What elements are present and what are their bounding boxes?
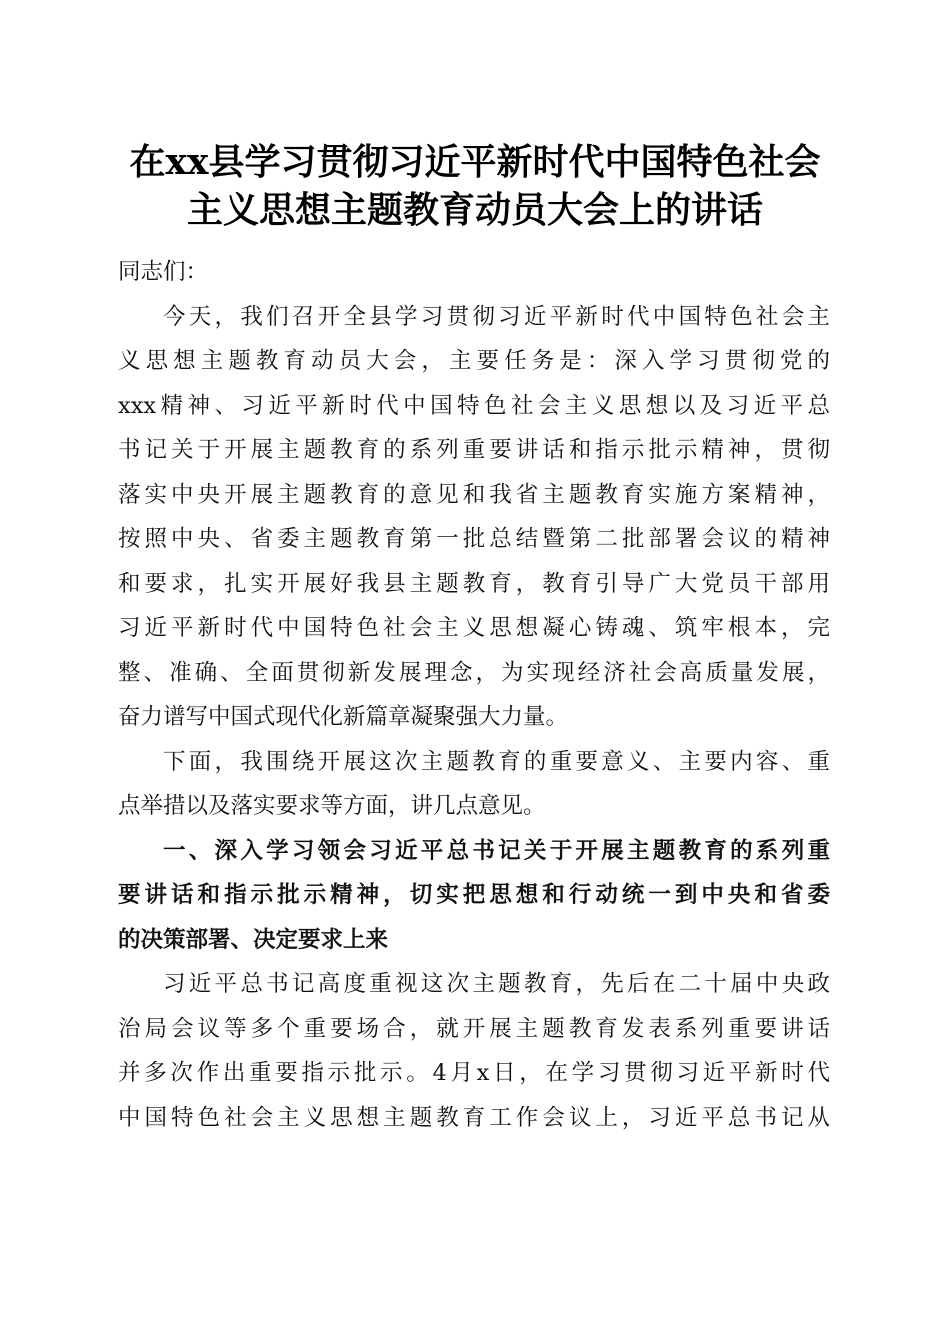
section-heading-1 xyxy=(118,829,830,963)
paragraph-line: 习近平新时代中国特色社会主义思想凝心铸魂、筑牢根本，完 xyxy=(118,615,830,641)
paragraph-3 xyxy=(118,962,830,1140)
title-line-1: 在xx县学习贯彻习近平新时代中国特色社会 xyxy=(129,141,821,183)
heading-line: 的决策部署、决定要求上来 xyxy=(118,926,389,953)
paragraph-line: 治局会议等多个重要场合，就开展主题教育发表系列重要讲话 xyxy=(118,1015,830,1042)
paragraph-line: xxx精神、习近平新时代中国特色社会主义思想以及习近平总 xyxy=(118,392,830,419)
heading-line: 要讲话和指示批示精神，切实把思想和行动统一到中央和省委 xyxy=(118,882,830,908)
paragraph-line: 和要求，扎实开展好我县主题教育，教育引导广大党员干部用 xyxy=(118,570,830,597)
document-title xyxy=(100,138,850,234)
paragraph-line: 习近平总书记高度重视这次主题教育，先后在二十届中央政 xyxy=(163,971,830,997)
salutation: 同志们： xyxy=(118,259,209,285)
paragraph-line: 书记关于开展主题教育的系列重要讲话和指示批示精神，贯彻 xyxy=(118,437,830,463)
paragraph-line: 按照中央、省委主题教育第一批总结暨第二批部署会议的精神 xyxy=(118,526,830,552)
paragraph-line: 义思想主题教育动员大会，主要任务是：深入学习贯彻党的 xyxy=(118,348,830,374)
paragraph-line: 奋力谱写中国式现代化新篇章凝聚强大力量。 xyxy=(118,704,569,730)
speech-body xyxy=(118,250,830,1140)
paragraph-2 xyxy=(118,740,830,829)
paragraph-line: 中国特色社会主义思想主题教育工作会议上，习近平总书记从 xyxy=(118,1104,830,1131)
paragraph-line: 整、准确、全面贯彻新发展理念，为实现经济社会高质量发展， xyxy=(118,659,830,686)
title-line-2: 主义思想主题教育动员大会上的讲话 xyxy=(186,189,763,231)
paragraph-1 xyxy=(118,295,830,740)
heading-line: 一、深入学习领会习近平总书记关于开展主题教育的系列重 xyxy=(163,837,830,864)
paragraph-line: 落实中央开展主题教育的意见和我省主题教育实施方案精神， xyxy=(118,481,830,508)
paragraph-line: 点举措以及落实要求等方面，讲几点意见。 xyxy=(118,793,546,819)
paragraph-line: 今天，我们召开全县学习贯彻习近平新时代中国特色社会主 xyxy=(163,303,830,330)
paragraph-line: 并多次作出重要指示批示。4月x日，在学习贯彻习近平新时代 xyxy=(118,1060,830,1086)
paragraph-line: 下面，我围绕开展这次主题教育的重要意义、主要内容、重 xyxy=(163,748,830,775)
